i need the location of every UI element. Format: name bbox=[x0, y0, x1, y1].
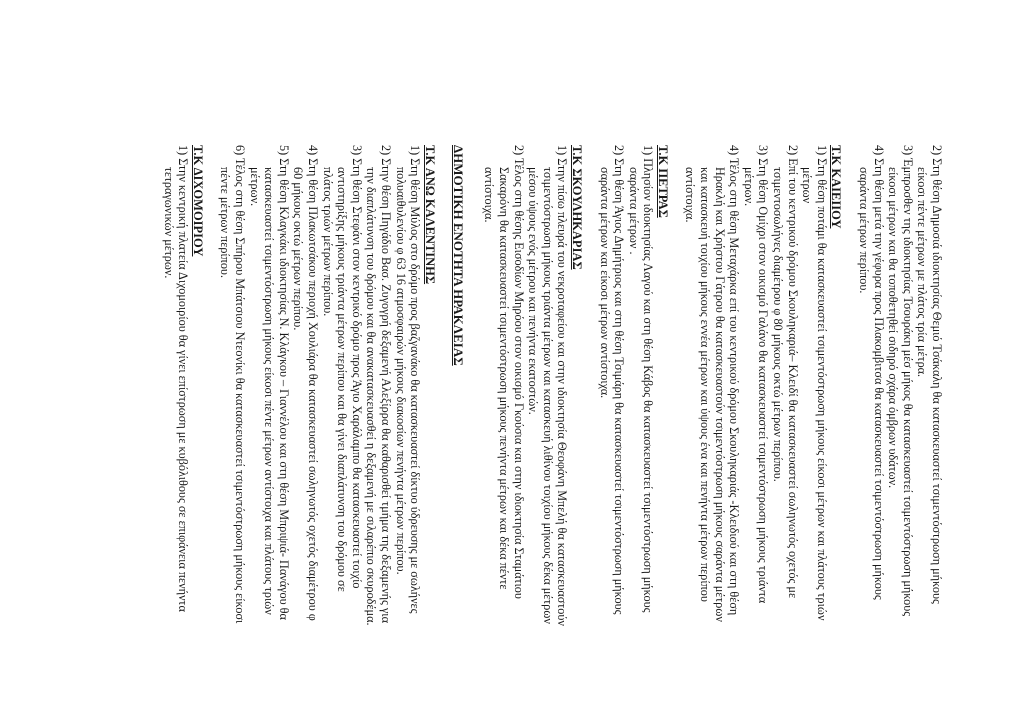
heading-dichomoiriou: Τ.Κ ΔΙΧΟΜΟΙΡΙΟΥ bbox=[190, 145, 205, 257]
list-item: 1) Πλησίον ιδιοκτησίας Λαγού και στη θέση Κάβος θα κατασκευαστεί τσιμεντόστρωση μήκους σαράντα μέτρων . bbox=[626, 145, 656, 613]
list-item: 2) Στην θέση Πηγάδιο Βασ. Ζυγογρή δεξαμενή Αλεξίρρα θα καθαρισθεί τμήμα της δεξαμενής για την διαπλάτυνση του δρόμου και θα ανακατασκευασθεί η δεξαμενή με σιλαρέπιο σκυροδέμα. bbox=[364, 145, 393, 626]
municipal-unit-heading: ΔΗΜΟΤΙΚΗ ΕΝΟΤΗΤΑ ΗΡΑΚΛΕΙΑΣ bbox=[450, 145, 466, 366]
section-ano-kalentinis bbox=[218, 145, 422, 628]
list-item: 2) Στη θέση Άγιος Δημήτριος και στη θέση Τσιμάρη θα κατασκευαστεί τσιμεντόστρωση μήκους σαράντα μέτρων και είκοσι μέτρων αντίστοιχα. bbox=[597, 145, 627, 615]
heading-kaleiou: Τ.Κ ΚΑΙΕΙΙΟΥ bbox=[829, 145, 844, 229]
list-item: 1) Στη θέση ποτάμι θα κατασκευαστεί τσιμεντόστρωση μήκους είκοσι μέτρων και πλάτους τριών μέτρων bbox=[800, 145, 829, 621]
heading-skoulikarias: Τ.Κ ΣΚΟΥΛΗΚΑΡΙΑΣ bbox=[569, 145, 584, 270]
intro-block bbox=[856, 145, 944, 628]
heading-ano-kalentinis: Τ.Κ ΑΝΩ ΚΑΛΕΝΤΙΝΗΣ bbox=[422, 145, 437, 285]
list-item: 4) Τέλος στη θέση Μεταχάρκα επί του κεντρικού δρόμου Σκουληκαριάς -Κλειδιού και στη θέση Ηρακλή και Χρήστου Γάτρου θα κατασκευαστούν τσιμεντόστρωση μήκους σαράντα μέτρων και κατασκευή τοιχίου μήκους εννέα μέτρων και ύψους ένα και πενήντα μέτρων περίπου αντίστοιχα. bbox=[683, 145, 742, 622]
list-item: 3) Στη θέση Ομίχρι στον οικισμό Γαλάνο θα κατασκευαστεί τσιμεντόστρωση μήκους τριάντα μέτρων. bbox=[741, 145, 771, 604]
list-item: 5) Στη θέση Κλαγκάκι ιδιοκτησίας Ν. Κλάγκου – Γιαννέλου και στη θέση Μπριψιά- Πανάγου θα κατασκευαστεί τσιμεντόστρωση μήκους είκοσι πέντε μέτρων αντίστοιχα και πλάτους τριών μέτρων. bbox=[247, 145, 291, 620]
list-item: 4) Στη θέση Πλακωτσάκου περιοχή Χουλιάρα θα κατασκευαστεί σωληνωτός οχετός διαμέτρου φ 60 μήκους οκτώ μέτρων περίπου. bbox=[291, 145, 321, 621]
list-item: 2) Επί του κεντρικού δρόμου Σκουληκαριά– Κλειδί θα κατασκευαστεί σωληνωτός οχετός με τσιμεντοσωλήνες διαμέτρου φ 80 μήκους οκτώ μέτρων περίπου. bbox=[771, 145, 800, 599]
list-item: 1) Στην κεντρική πλατεία Διχομοιρίου θα γίνει επίστρωση με κυβόλιθους σε επιφάνεια πενήντα τετραγωνικών μέτρων. bbox=[161, 145, 191, 612]
section-petras bbox=[597, 145, 655, 628]
intro-item: 2) Στη θέση Δημοσιά ιδιοκτησίας Θεμιό Τσάκαλη θα κατασκευαστεί τσιμεντόστρωση μήκους είκοσι πέντε μέτρων με πλάτος τρία μέτρα. bbox=[915, 145, 944, 604]
section-kaleiou bbox=[683, 145, 829, 628]
list-item: 2) Τέλος στη θέσης Εισοδίων Μηρόου στον οικισμό Γκούσια και στην ιδιοκτησία Σταμάτιου Σακαρόνη θα κατασκευαστεί τσιμεντόστρωση μήκους πενήντα μέτρων και δέκα πέντε αντίστοιχα. bbox=[482, 145, 526, 599]
list-item: 1) Στη θέση Μύλος στο δρόμο προς βαζγανάκο θα κατασκευαστεί δίκτυο ύδρευσης με σωλήνες πολυαιθυλενίου φ 63 16 ατμοσφαιρών μήκους διακοσίων πενήντα μέτρων περίπου. bbox=[393, 145, 423, 614]
list-item: 3) Στη θέση Στεφάνι στον κεντρικό δρόμο προς Άγιο Χαράλαμπο θα κατασκευαστεί τοιχίο αντιστηρίξης μήκους τριάντα μέτρων περίπου και θα γίνει διαπλάτυνση του δρόμου σε πλάτος τριών μέτρων περίπου. bbox=[320, 145, 364, 592]
heading-petras: Τ.Κ ΠΕΤΡΑΣ bbox=[655, 145, 670, 218]
intro-item: 4) Στη θέση μετά την γέφυρα προς Πλακομβιτσα θα κατασκευαστεί τσιμεντόστρωση μήκους σαράντα μέτρων περίπου. bbox=[857, 145, 886, 600]
intro-item: 3) Έμπροσθεν της ιδιοκτησίας Τσουράκη μέσ μήκος θα κατασκευαστεί τσιμεντόστρωση μήκους είκοσι μέτρων και θα τοποθετηθεί σιδηρό σχάρα όμβρων υδάτων. bbox=[886, 145, 915, 617]
list-item: 1) Στην πίσω πλευρά του νεκροταφείου και στην ιδιοκτησία Θεοφάνη Μπελή θα κατασκευαστούν τσιμεντόστρωση μήκους τριάντα μέτρων και κατασκευή λιθίνου τοιχίου μήκους δέκα μέτρων μέσου ύψους ενός μέτρου και πενήντα εκατοστών. bbox=[526, 145, 570, 626]
list-item: 6) Τέλος στη θέση Σπήρου Μπάτσιου Ντεονίκι θα κατασκευαστεί τσιμεντόστρωση μήκους είκοσι πέντε μέτρων περίπου. bbox=[218, 145, 248, 624]
section-dichomoiriou bbox=[161, 145, 190, 628]
section-skoulikarias bbox=[482, 145, 570, 628]
